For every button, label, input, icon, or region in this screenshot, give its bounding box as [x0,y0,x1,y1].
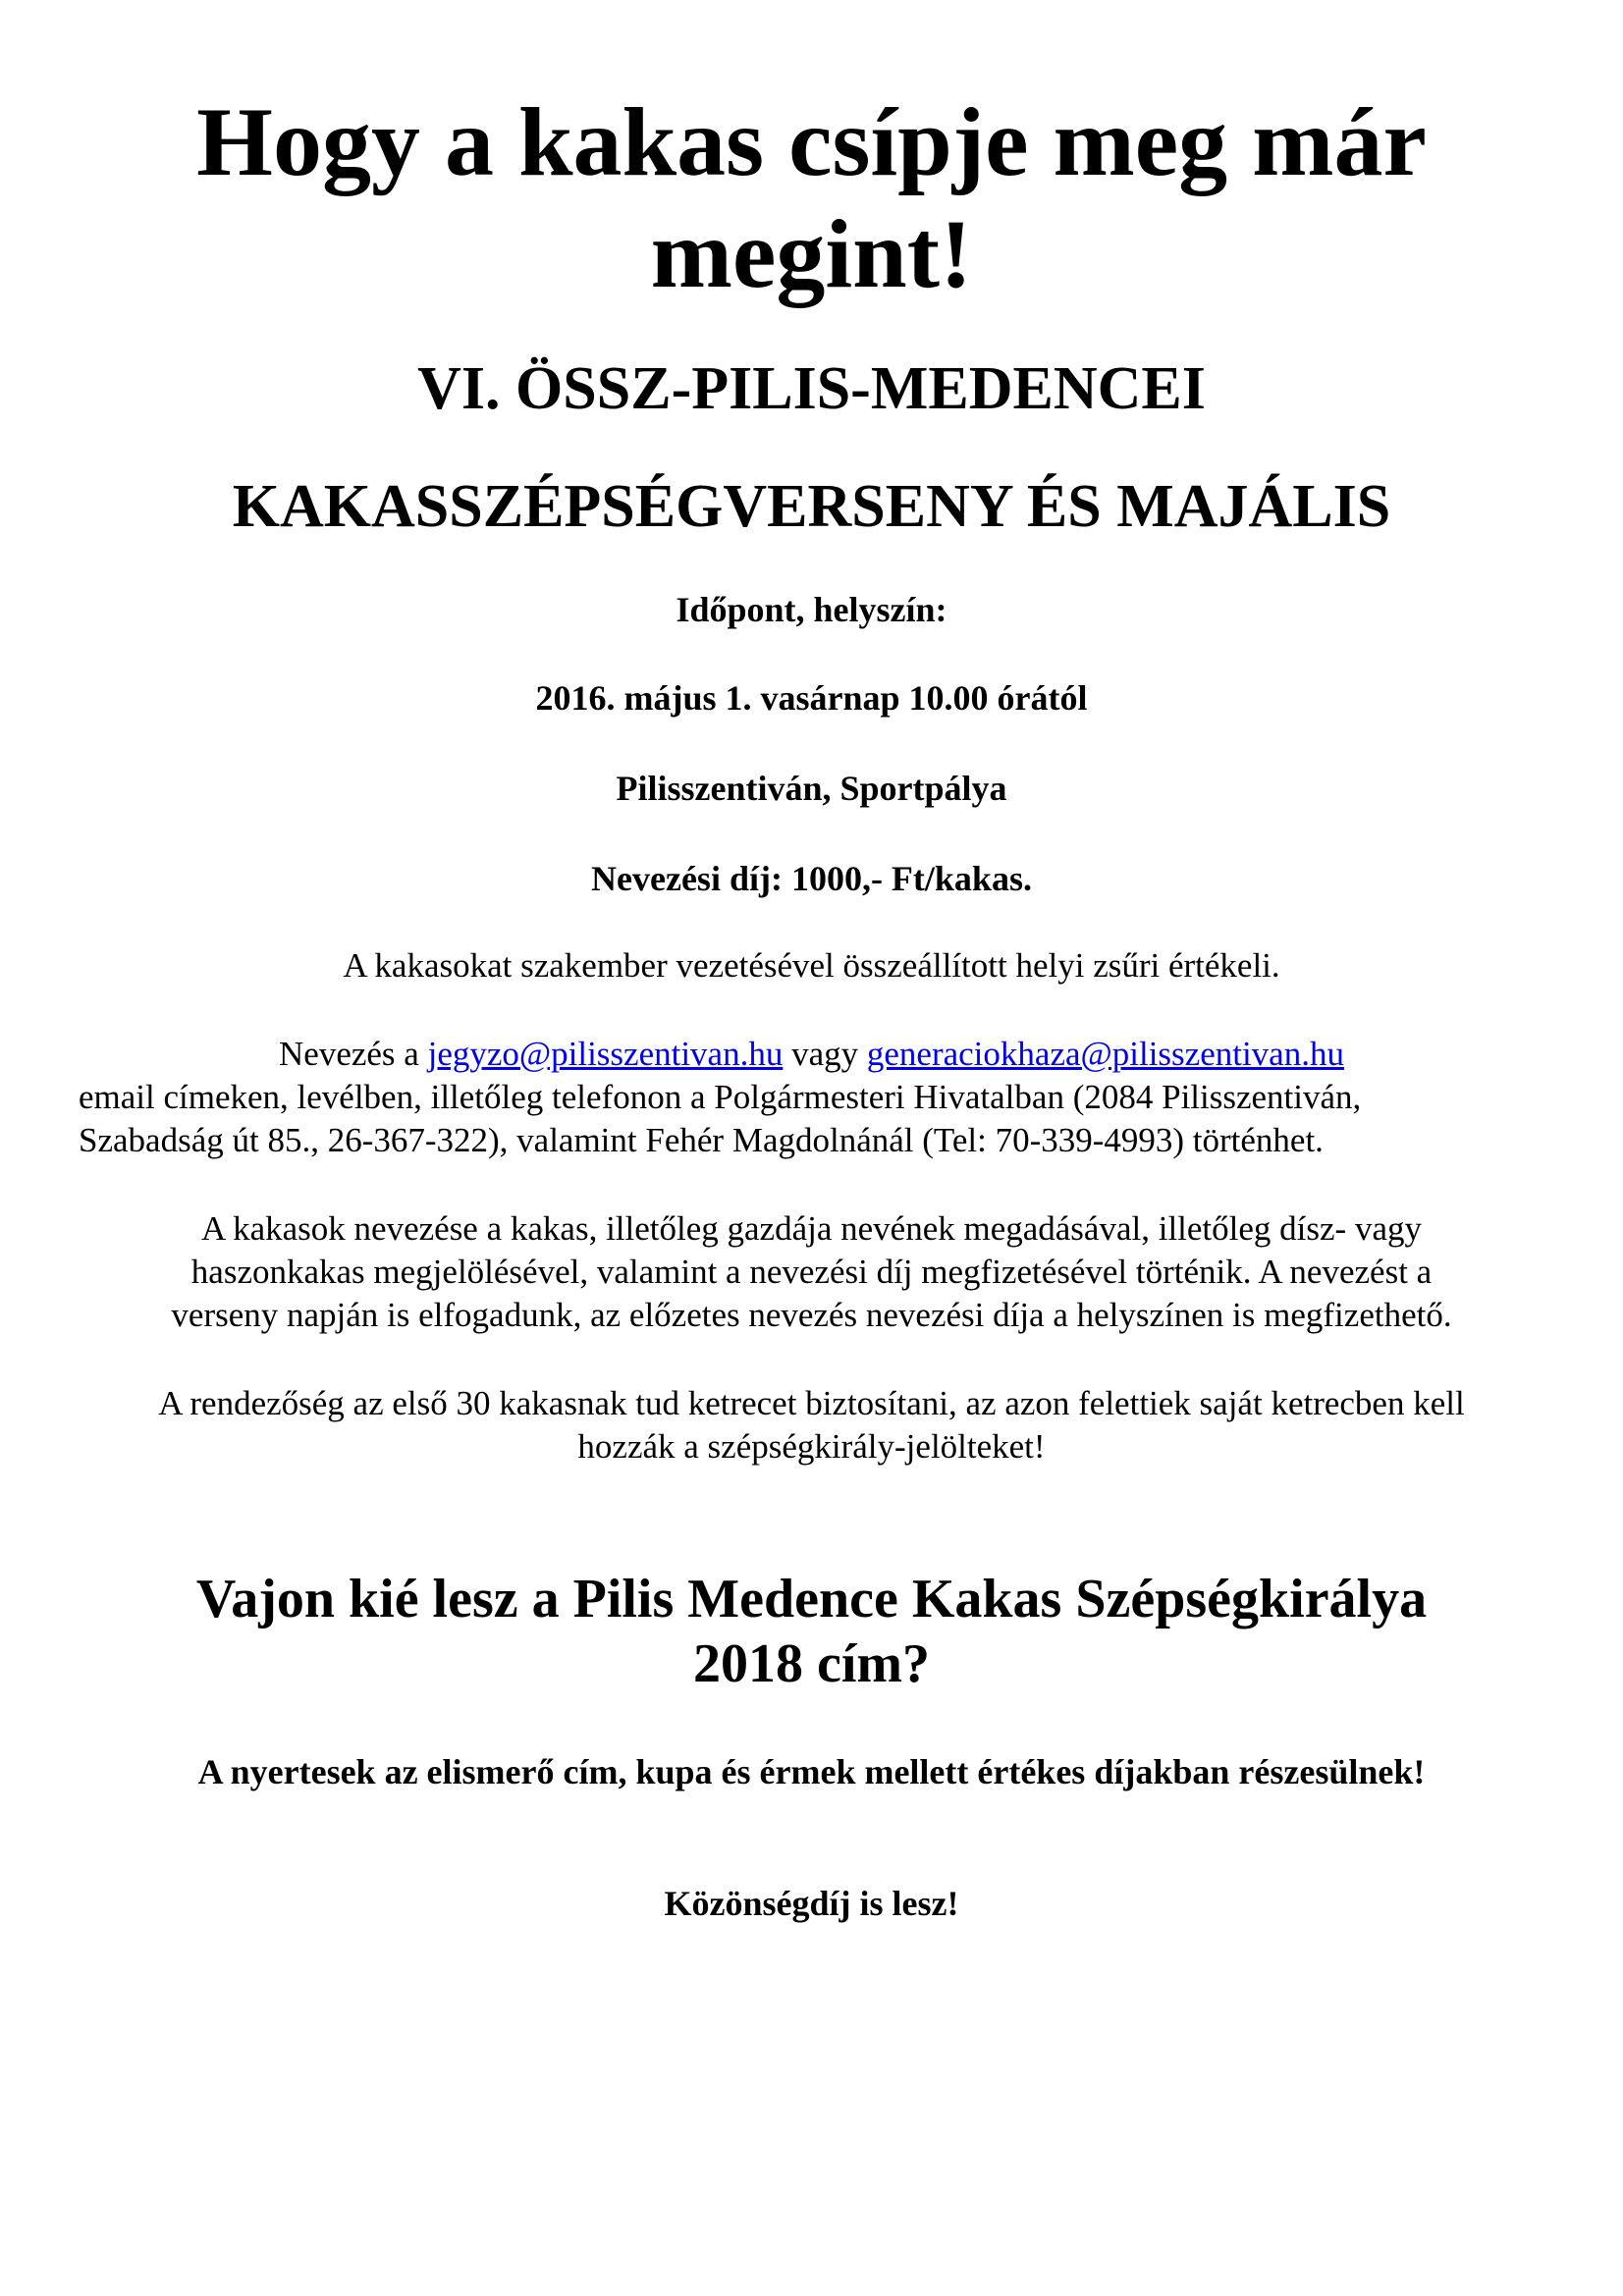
entry-line-3: Szabadság út 85., 26-367-322), valamint Fehér Magdolnánál (Tel: 70-339-4993) történhet. [79,1121,1324,1159]
entry-line-2: email címeken, levélben, illetőleg telefonon a Polgármesteri Hivatalban (2084 Pilisszentiván, [79,1078,1362,1116]
event-place: Pilisszentiván, Sportpálya [616,769,1007,808]
title-line-1: Hogy a kakas csípje meg már [196,87,1427,196]
question-heading [59,1567,1564,1696]
info-heading: Időpont, helyszín: [676,590,947,629]
entry-paragraph [79,1033,1544,1162]
entry-fee: Nevezési díj: 1000,- Ft/kakas. [591,859,1032,898]
question-line-2: 2018 cím? [692,1633,931,1694]
rules-line-2: haszonkakas megjelölésével, valamint a nevezési díj megfizetésével történik. A nevezést a [190,1253,1433,1291]
event-date: 2016. május 1. vasárnap 10.00 órától [535,678,1088,718]
title-line-2: megint! [650,199,973,308]
entry-line-1 [79,1033,1544,1076]
event-subtitle-2: KAKASSZÉPSÉGVERSENY ÉS MAJÁLIS [232,473,1391,540]
rules-paragraph [59,1207,1564,1337]
email-link-generaciokhaza[interactable]: generaciokhaza@pilisszentivan.hu [866,1035,1344,1073]
entry-middle: vagy [783,1035,867,1073]
cages-paragraph [59,1382,1564,1468]
cages-line-2: hozzák a szépségkirály-jelölteket! [577,1427,1046,1466]
rules-line-1: A kakasok nevezése a kakas, illetőleg gazdája nevének megadásával, illetőleg dísz- vagy [201,1209,1422,1248]
entry-prefix: Nevezés a [279,1035,428,1073]
question-line-1: Vajon kié lesz a Pilis Medence Kakas Szépségkirálya [195,1569,1428,1629]
rules-line-3: verseny napján is elfogadunk, az előzetes nevezés nevezési díja a helyszínen is megfizethető. [171,1296,1452,1334]
prizes-text: A nyertesek az elismerő cím, kupa és érmek mellett értékes díjakban részesülnek! [197,1752,1426,1791]
email-link-jegyzo[interactable]: jegyzo@pilisszentivan.hu [427,1035,784,1073]
page-title [59,86,1564,310]
jury-paragraph: A kakasokat szakember vezetésével összeállított helyi zsűri értékeli. [343,946,1280,985]
audience-prize-text: Közönségdíj is lesz! [664,1884,959,1923]
cages-line-1: A rendezőség az első 30 kakasnak tud ketrecet biztosítani, az azon felettiek saját ketrecben kell [158,1384,1465,1422]
event-subtitle-1: VI. ÖSSZ-PILIS-MEDENCEI [417,355,1206,422]
